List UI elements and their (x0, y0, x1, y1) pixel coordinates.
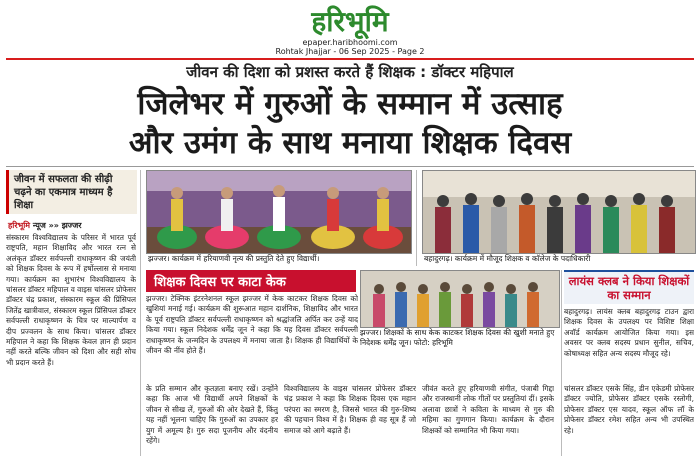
headline-line-1: जिलेभर में गुरुओं के सम्मान में उत्साह (137, 86, 563, 122)
pull-quote (6, 170, 137, 214)
pull-quote-text: जीवन में सफलता की सीढ़ी चढ़ने का एकमात्र माध्यम है शिक्षा (14, 174, 113, 211)
byline (8, 220, 134, 231)
edition-url[interactable]: epaper.haribhoomi.com (302, 38, 398, 47)
column-divider (140, 170, 141, 456)
dance-performance-photo (146, 170, 412, 254)
logo-text: हरिभूमि (311, 5, 389, 38)
top-divider (6, 58, 694, 60)
column-divider (561, 270, 562, 456)
photo-caption-1: झज्जर। कार्यक्रम में हरियाणवी नृत्य की प्रस्तुति देते हुए विद्यार्थी। (148, 254, 320, 263)
lions-club-heading: लायंस क्लब ने किया शिक्षकों का सम्मान (564, 270, 694, 304)
cake-section-heading: शिक्षक दिवस पर काटा केक (146, 270, 356, 292)
left-article-body: संस्कारम विश्वविद्यालय के परिसर में भारत पूर्व राष्ट्रपति, महान शिक्षाविद और भारत रत्न से अलंकृत डॉक्टर सर्वपल्ली राधाकृष्णन की जयंती को शिक्षक दिवस के रूप में हर्षोल्लास से मनाया गया। कार्यक्रम का शुभारंभ विश्वविद्यालय के चांसलर डॉक्टर महिपाल व वाइस चांसलर प्रोफेसर डॉक्टर चंद्र प्रकाश, संस्कारम स्कूल की प्रिंसिपल जितेंद्र खात्रीवाल, संस्कारम स्कूल प्रिंसिपल डॉक्टर सर्वपल्ली राधाकृष्णन के चित्र पर माल्यार्पण व दीप प्रज्वलन के साथ किया। चांसलर डॉक्टर महिपाल ने कहा कि शिक्षक केवल ज्ञान ही प्रदान नहीं करते बल्कि जीवन को दिशा और सही सोच भी प्रदान करते हैं। (6, 233, 136, 367)
cake-cutting-photo (360, 270, 560, 328)
bottom-column-2: विश्वविद्यालय के वाइस चांसलर प्रोफेसर डॉक्टर चंद्र प्रकाश ने कहा कि शिक्षक दिवस एक महान परंपरा का स्मरण है, जिससे भारत की गुरु-शिष्य की पहचान विश्व में है। शिक्षक ही वह सूत्र हैं जो समाज को आगे बढ़ाते हैं। (284, 384, 416, 435)
headline-line-2: और उमंग के साथ मनाया शिक्षक दिवस (128, 125, 572, 161)
main-headline (6, 85, 694, 165)
edition-info (250, 38, 450, 56)
headline-divider (6, 166, 694, 167)
byline-brand: हरिभूमि (8, 221, 31, 230)
edition-date: Rohtak Jhajjar - 06 Sep 2025 - Page 2 (275, 47, 425, 56)
byline-location: न्यूज »» झज्जर (32, 221, 82, 230)
bottom-column-4: चांसलर डॉक्टर एसके सिंह, डीन एकेडमी प्रोफेसर डॉक्टर ज्योति, प्रोफेसर डॉक्टर एसके रस्तोगी, प्रोफेसर डॉक्टर एस यादव, स्कूल ऑफ लॉ के प्रोफेसर डॉक्टर रमेश सहित अन्य भी उपस्थित रहे। (564, 384, 694, 435)
group-photo (422, 170, 696, 254)
kicker-headline: जीवन की दिशा को प्रशस्त करते हैं शिक्षक : डॉक्टर महिपाल (186, 63, 514, 81)
bottom-column-1: के प्रति सम्मान और कृतज्ञता बनाए रखें। उन्होंने कहा कि आज भी विद्यार्थी अपने शिक्षकों के जीवन से सीख लें, गुरुओं की ओर देखते हैं, किंतु यह नहीं भूलना चाहिए कि गुरुओं का उपकार हर युग में अमूल्य है। गुरु सदा पूजनीय और वंदनीय रहेंगे। (146, 384, 278, 446)
lions-club-story (564, 270, 694, 380)
column-divider (416, 170, 417, 266)
photo-caption-2: बहादुरगढ़। कार्यक्रम में मौजूद शिक्षक व कॉलेज के पदाधिकारी (424, 254, 591, 263)
cake-article-body: झज्जर। टेक्निक इंटरनेशनल स्कूल झज्जर में केक काटकर शिक्षक दिवस को खुशियां मनाई गई। कार्यक्रम की शुरूआत महान दार्शनिक, शिक्षाविद और भारत के पूर्व राष्ट्रपति डॉक्टर सर्वपल्ली राधाकृष्णन को श्रद्धांजलि अर्पित कर उन्हें याद किया गया। स्कूल निदेशक धर्मेंद्र जून ने कहा कि यह दिवस डॉक्टर सर्वपल्ली राधाकृष्णन के जन्मदिन के उपलक्ष्य में मनाया जाता है। शिक्षक ही विद्यार्थियों के जीवन की नींव होते हैं। (146, 294, 358, 356)
newspaper-logo (264, 3, 436, 39)
kicker-bar (6, 61, 694, 83)
photo-caption-3: झज्जर। शिक्षकों के साथ केक काटकर शिक्षक दिवस की खुशी मनाते हुए निदेशक धर्मेंद्र जून। फोटो: हरिभूमि (360, 328, 555, 347)
bottom-column-3: जीवंत करते हुए हरियाणवी संगीत, पंजाबी गिद्दा और राजस्थानी लोक गीतों पर प्रस्तुतियां दीं। इसके अलावा छात्रों ने कविता के माध्यम से गुरु की महिमा का गुणगान किया। कार्यक्रम के दौरान शिक्षकों को सम्मानित भी किया गया। (422, 384, 554, 435)
lions-club-body: बहादुरगढ़। लायंस क्लब बहादुरगढ़ टाउन द्वारा शिक्षक दिवस के उपलक्ष्य पर विशिष्ट शिक्षा अवॉर्ड कार्यक्रम आयोजित किया गया। इस अवसर पर क्लब सदस्य प्रधान सुनील, सचिव, कोषाध्यक्ष सहित अन्य सदस्य मौजूद रहे। (564, 307, 694, 358)
